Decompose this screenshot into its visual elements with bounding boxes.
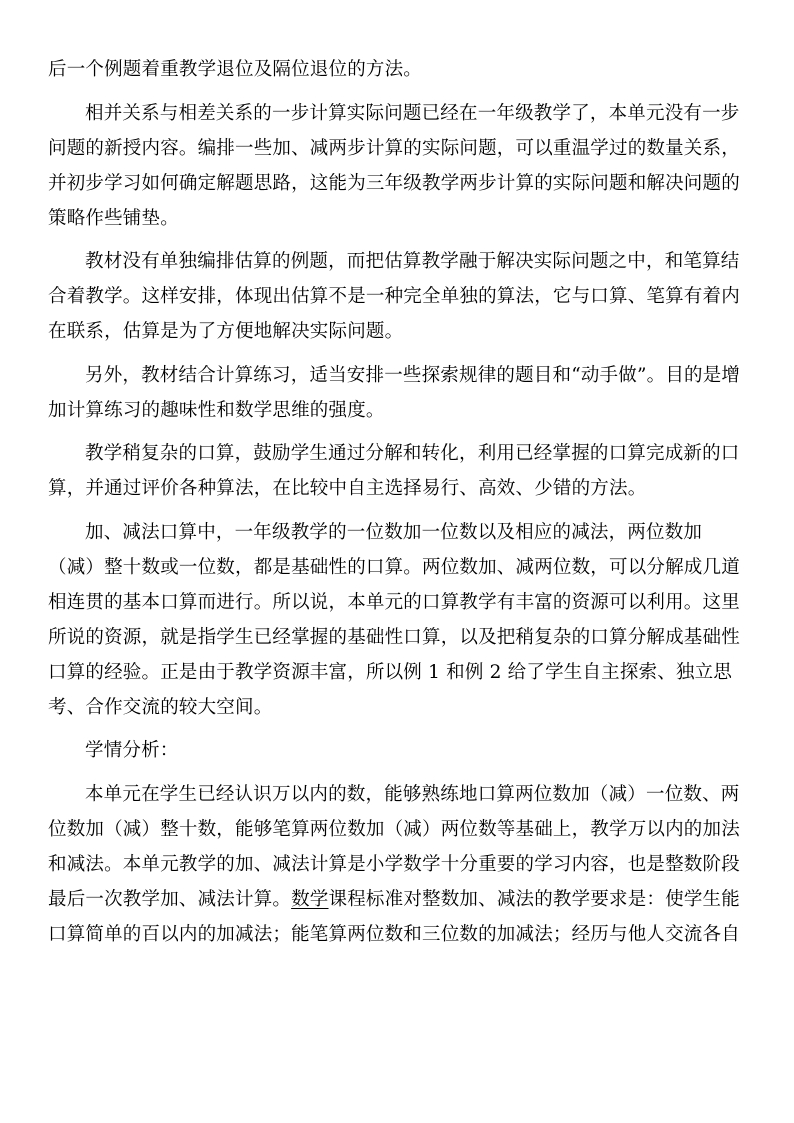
paragraph-4: 另外，教材结合计算练习，适当安排一些探索规律的题目和“动手做”。目的是增加计算练习的趣味性和数学思维的强度。 [48, 364, 741, 421]
paragraph-5: 教学稍复杂的口算，鼓励学生通过分解和转化，利用已经掌握的口算完成新的口算，并通过评价各种算法，在比较中自主选择易行、高效、少错的方法。 [48, 443, 740, 499]
section-heading-learning-analysis: 学情分析： [85, 740, 179, 761]
underlined-link-math[interactable]: 数学 [291, 888, 329, 910]
paragraph-2: 相并关系与相差关系的一步计算实际问题已经在一年级教学了，本单元没有一步问题的新授内容。编排一些加、减两步计算的实际问题，可以重温学过的数量关系，并初步学习如何确定解题思路，这能为三年级教学两步计算的实际问题和解决问题的策略作些铺垫。 [48, 102, 740, 229]
paragraph-8-text-after: 课程标准对整数加、减法的教学要求是：使学生能口算简单的百以内的加减法；能笔算两位数和三位数的加减法；经历与他人交流各自 [48, 888, 740, 945]
paragraph-8 [48, 777, 748, 952]
paragraph-6: 加、减法口算中，一年级教学的一位数加一位数以及相应的减法，两位数加（减）整十数或一位数，都是基础性的口算。两位数加、减两位数，可以分解成几道相连贯的基本口算而进行。所以说，本单元的口算教学有丰富的资源可以利用。这里所说的资源，就是指学生已经掌握的基础性口算，以及把稍复杂的口算分解成基础性口算的经验。正是由于教学资源丰富，所以例 1 和例 2 给了学生自主探索、独立思考、合作交流的较大空间。 [48, 521, 740, 718]
paragraph-1: 后一个例题着重教学退位及隔位退位的方法。 [48, 59, 423, 80]
document-page [48, 52, 748, 960]
paragraph-8-text-before: 本单元在学生已经认识万以内的数，能够熟练地口算两位数加（减）一位数、两位数加（减）整十数，能够笔算两位数加（减）两位数等基础上，教学万以内的加法和减法。本单元教学的加、减法计算是小学数学十分重要的学习内容，也是整数阶段最后一次教学加、减法计算。 [48, 783, 740, 910]
paragraph-3: 教材没有单独编排估算的例题，而把估算教学融于解决实际问题之中，和笔算结合着教学。这样安排，体现出估算不是一种完全单独的算法，它与口算、笔算有着内在联系，估算是为了方便地解决实际问题。 [48, 251, 740, 342]
